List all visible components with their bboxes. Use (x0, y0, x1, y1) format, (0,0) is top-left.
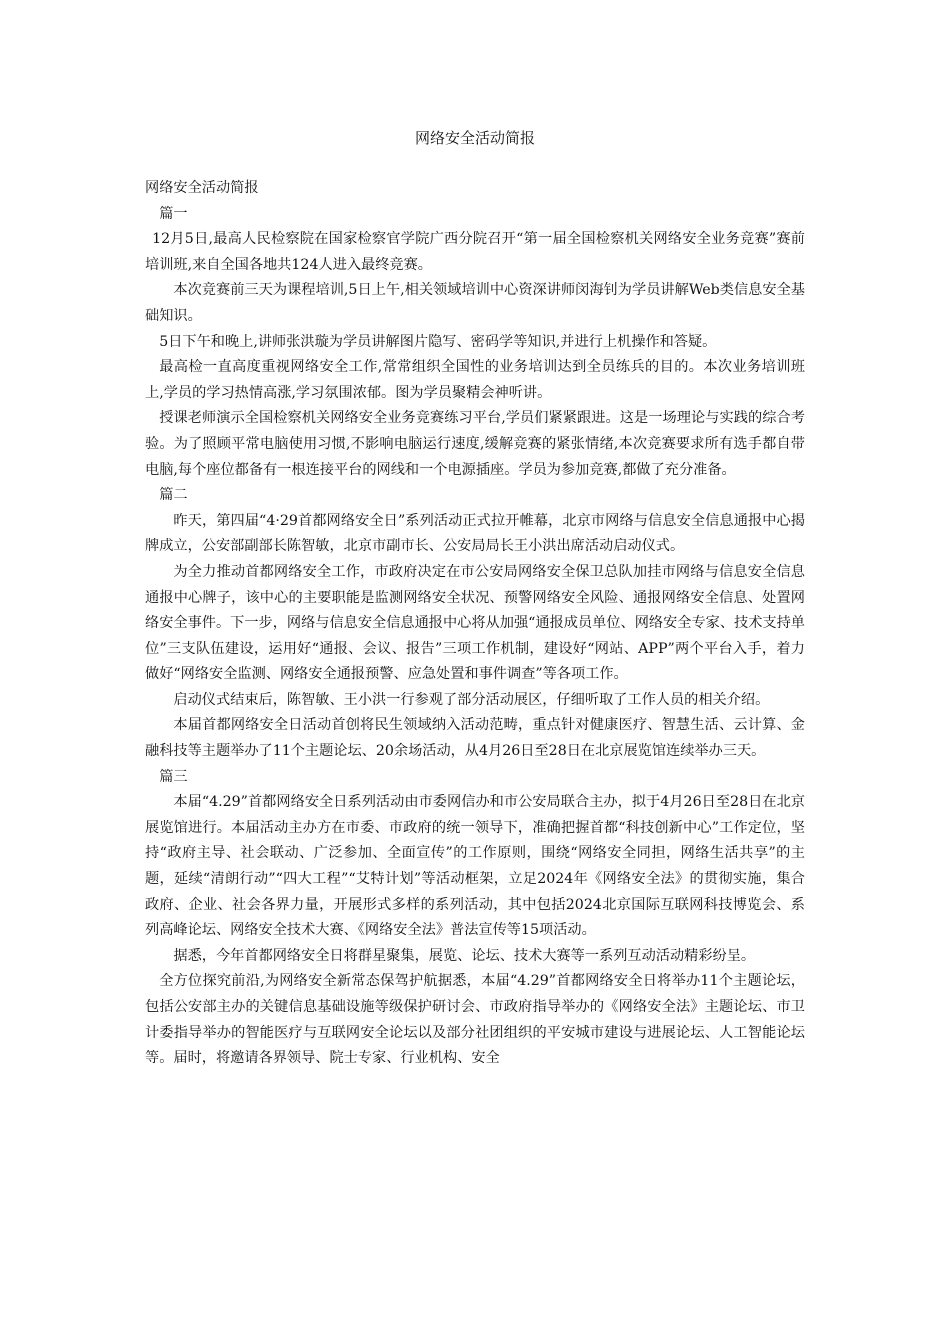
section-heading-1: 篇一 (159, 205, 188, 222)
paragraph: 本届首都网络安全日活动首创将民生领域纳入活动范畴，重点针对健康医疗、智慧生活、云计算、金融科技等主题举办了11个主题论坛、20余场活动，从4月26日至28日在北京展览馆连续举办三天。 (145, 717, 805, 760)
paragraph: 授课老师演示全国检察机关网络安全业务竞赛练习平台,学员们紧紧跟进。这是一场理论与实践的综合考验。为了照顾平常电脑使用习惯,不影响电脑运行速度,缓解竞赛的紧张情绪,本次竞赛要求所有选手都自带电脑,每个座位都备有一根连接平台的网线和一个电源插座。学员为参加竞赛,都做了充分准备。 (145, 410, 805, 478)
section-heading-2: 篇二 (159, 487, 188, 504)
document-title: 网络安全活动简报 (414, 129, 535, 147)
document-body (145, 176, 805, 1072)
document-subtitle: 网络安全活动简报 (145, 180, 259, 196)
paragraph: 为全力推动首都网络安全工作，市政府决定在市公安局网络安全保卫总队加挂市网络与信息安全信息通报中心牌子，该中心的主要职能是监测网络安全状况、预警网络安全风险、通报网络安全信息、处置网络安全事件。下一步，网络与信息安全信息通报中心将从加强“通报成员单位、网络安全专家、技术支持单位”三支队伍建设，运用好“通报、会议、报告”三项工作机制，建设好“网站、APP”两个平台入手，着力做好“网络安全监测、网络安全通报预警、应急处置和事件调查”等各项工作。 (145, 563, 805, 683)
paragraph: 本届“4.29”首都网络安全日系列活动由市委网信办和市公安局联合主办，拟于4月26日至28日在北京展览馆进行。本届活动主办方在市委、市政府的统一领导下，准确把握首都“科技创新中心”工作定位，坚持“政府主导、社会联动、广泛参加、全面宣传”的工作原则，围绕“网络安全同担，网络生活共享”的主题，延续“清朗行动”“四大工程”“艾特计划”等活动框架，立足2024年《网络安全法》的贯彻实施，集合政府、企业、社会各界力量，开展形式多样的系列活动，其中包括2024北京国际互联网科技博览会、系列高峰论坛、网络安全技术大赛、《网络安全法》普法宣传等15项活动。 (145, 794, 805, 939)
paragraph: 12月5日,最高人民检察院在国家检察官学院广西分院召开“第一届全国检察机关网络安全业务竞赛”赛前培训班,来自全国各地共124人进入最终竞赛。 (145, 231, 805, 273)
paragraph: 启动仪式结束后，陈智敏、王小洪一行参观了部分活动展区，仔细听取了工作人员的相关介绍。 (173, 691, 770, 708)
paragraph: 据悉，今年首都网络安全日将群星聚集，展览、论坛、技术大赛等一系列互动活动精彩纷呈。 (173, 947, 756, 964)
paragraph: 5日下午和晚上,讲师张洪璇为学员讲解图片隐写、密码学等知识,并进行上机操作和答疑。 (159, 333, 717, 350)
section-heading-3: 篇三 (159, 768, 188, 785)
paragraph: 昨天，第四届“4·29首都网络安全日”系列活动正式拉开帷幕，北京市网络与信息安全信息通报中心揭牌成立，公安部副部长陈智敏，北京市副市长、公安局局长王小洪出席活动启动仪式。 (145, 512, 805, 555)
paragraph: 本次竞赛前三天为课程培训,5日上午,相关领域培训中心资深讲师闵海钊为学员讲解Web类信息安全基础知识。 (145, 282, 805, 324)
paragraph: 全方位探究前沿,为网络安全新常态保驾护航据悉，本届“4.29”首都网络安全日将举办11个主题论坛，包括公安部主办的关键信息基础设施等级保护研讨会、市政府指导举办的《网络安全法》主题论坛、市卫计委指导举办的智能医疗与互联网安全论坛以及部分社团组织的平安城市建设与进展论坛、人工智能论坛等。届时，将邀请各界领导、院士专家、行业机构、安全 (145, 973, 805, 1067)
paragraph: 最高检一直高度重视网络安全工作,常常组织全国性的业务培训达到全员练兵的目的。本次业务培训班上,学员的学习热情高涨,学习氛围浓郁。图为学员聚精会神听讲。 (145, 359, 805, 401)
